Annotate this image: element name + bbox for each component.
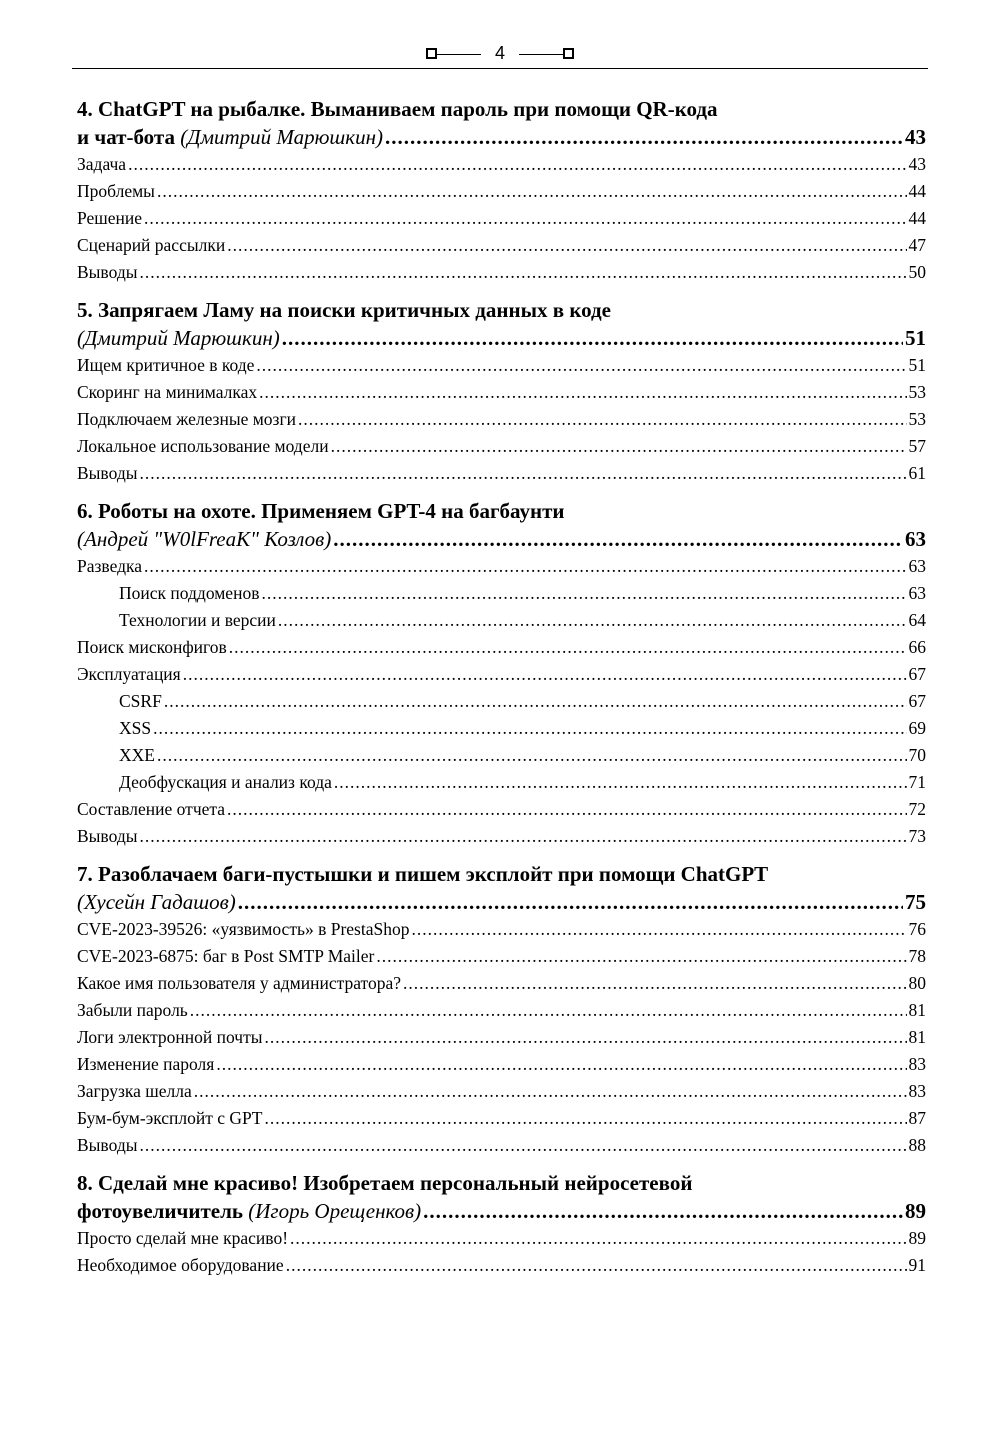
dot-leader — [190, 997, 907, 1024]
toc-entry[interactable] — [77, 796, 926, 823]
toc-subentry[interactable] — [77, 742, 926, 769]
chapter-author: (Игорь Орещенков) — [248, 1199, 422, 1223]
toc-entry[interactable] — [77, 151, 926, 178]
entry-page: 66 — [908, 637, 926, 657]
entry-title: Подключаем железные мозги — [77, 409, 297, 429]
page-number: 4 — [494, 43, 505, 63]
toc-chapter-4 — [77, 95, 926, 286]
entry-title: Изменение пароля — [77, 1054, 215, 1074]
entry-page: 69 — [908, 718, 926, 738]
dot-leader — [238, 888, 903, 916]
entry-title: Логи электронной почты — [77, 1027, 263, 1047]
chapter-author: (Андрей "W0lFreaK" Козлов) — [77, 527, 332, 551]
entry-title: Выводы — [77, 1135, 138, 1155]
dot-leader — [227, 232, 906, 259]
toc-entry[interactable] — [77, 406, 926, 433]
chapter-page: 89 — [905, 1199, 926, 1223]
chapter-title-cont: фотоувеличитель — [77, 1199, 249, 1223]
dot-leader — [139, 259, 906, 286]
entry-title: CVE-2023-39526: «уязвимость» в PrestaShop — [77, 919, 410, 939]
entry-title: Выводы — [77, 262, 138, 282]
entry-page: 73 — [908, 826, 926, 846]
toc-entry[interactable] — [77, 1024, 926, 1051]
entry-page: 88 — [908, 1135, 926, 1155]
toc-subentry[interactable] — [77, 580, 926, 607]
toc-entry[interactable] — [77, 352, 926, 379]
dot-leader — [128, 151, 906, 178]
entry-page: 83 — [908, 1081, 926, 1101]
entry-title: Ищем критичное в коде — [77, 355, 255, 375]
entry-title: XXE — [119, 745, 155, 765]
entry-title: Деобфускация и анализ кода — [119, 772, 332, 792]
dot-leader — [376, 943, 906, 970]
toc-entry[interactable] — [77, 433, 926, 460]
toc-chapter-5 — [77, 296, 926, 487]
chapter-title-line[interactable] — [77, 525, 926, 553]
chapter-page: 51 — [905, 326, 926, 350]
toc-entry[interactable] — [77, 205, 926, 232]
entry-title: Поиск мисконфигов — [77, 637, 227, 657]
entry-page: 61 — [908, 463, 926, 483]
toc-entry[interactable] — [77, 916, 926, 943]
toc-subentry[interactable] — [77, 715, 926, 742]
entry-title: Просто сделай мне красиво! — [77, 1228, 289, 1248]
entry-page: 67 — [908, 664, 926, 684]
toc-entry[interactable] — [77, 553, 926, 580]
entry-title: Технологии и версии — [119, 610, 276, 630]
dot-leader — [264, 1105, 906, 1132]
chapter-title-line[interactable] — [77, 123, 926, 151]
entry-title: Скоринг на минималках — [77, 382, 258, 402]
entry-page: 43 — [908, 154, 926, 174]
chapter-title[interactable]: 7. Разоблачаем баги-пустышки и пишем эксплойт при помощи ChatGPT — [77, 862, 769, 886]
dot-leader — [229, 634, 907, 661]
toc-entry[interactable] — [77, 661, 926, 688]
chapter-title[interactable]: 8. Сделай мне красиво! Изобретаем персональный нейросетевой — [77, 1171, 693, 1195]
dot-leader — [333, 525, 903, 553]
toc-entry[interactable] — [77, 1252, 926, 1279]
toc-subentry[interactable] — [77, 607, 926, 634]
dot-leader — [144, 553, 906, 580]
entry-title: Выводы — [77, 463, 138, 483]
entry-page: 67 — [908, 691, 926, 711]
toc-subentry[interactable] — [77, 688, 926, 715]
chapter-title-line[interactable] — [77, 888, 926, 916]
dot-leader — [139, 460, 906, 487]
entry-title: Загрузка шелла — [77, 1081, 192, 1101]
dot-leader — [298, 406, 906, 433]
entry-page: 71 — [908, 772, 926, 792]
toc-entry[interactable] — [77, 178, 926, 205]
dot-leader — [331, 433, 907, 460]
toc-chapter-6 — [77, 497, 926, 850]
entry-page: 80 — [908, 973, 926, 993]
header-ornament-left-icon — [426, 48, 437, 59]
chapter-title[interactable]: 6. Роботы на охоте. Применяем GPT-4 на багбаунти — [77, 499, 565, 523]
chapter-title-line[interactable] — [77, 324, 926, 352]
toc-entry[interactable] — [77, 823, 926, 850]
dot-leader — [403, 970, 907, 997]
entry-title: Какое имя пользователя у администратора? — [77, 973, 401, 993]
chapter-author: (Дмитрий Марюшкин) — [180, 125, 383, 149]
toc-entry[interactable] — [77, 259, 926, 286]
entry-page: 70 — [908, 745, 926, 765]
dot-leader — [334, 769, 907, 796]
toc-chapter-7 — [77, 860, 926, 1159]
entry-title: Проблемы — [77, 181, 155, 201]
entry-title: Решение — [77, 208, 143, 228]
entry-page: 53 — [908, 409, 926, 429]
dot-leader — [423, 1197, 903, 1225]
entry-page: 81 — [908, 1027, 926, 1047]
chapter-author: (Дмитрий Марюшкин) — [77, 326, 280, 350]
entry-page: 44 — [908, 208, 926, 228]
dot-leader — [139, 1132, 906, 1159]
header-rule-left — [437, 54, 481, 55]
chapter-title-cont: и чат-бота — [77, 125, 181, 149]
chapter-title[interactable]: 4. ChatGPT на рыбалке. Выманиваем пароль при помощи QR-кода — [77, 97, 718, 121]
dot-leader — [227, 796, 906, 823]
dot-leader — [216, 1051, 906, 1078]
dot-leader — [278, 607, 907, 634]
dot-leader — [183, 661, 907, 688]
entry-title: Поиск поддоменов — [119, 583, 260, 603]
chapter-author: (Хусейн Гадашов) — [77, 890, 236, 914]
entry-title: Необходимое оборудование — [77, 1255, 284, 1275]
entry-page: 44 — [908, 181, 926, 201]
entry-page: 63 — [908, 583, 926, 603]
entry-page: 81 — [908, 1000, 926, 1020]
entry-page: 87 — [908, 1108, 926, 1128]
dot-leader — [194, 1078, 907, 1105]
entry-title: XSS — [119, 718, 152, 738]
entry-title: CVE-2023-6875: баг в Post SMTP Mailer — [77, 946, 375, 966]
entry-title: Бум-бум-эксплойт с GPT — [77, 1108, 263, 1128]
chapter-page: 75 — [905, 890, 926, 914]
entry-page: 83 — [908, 1054, 926, 1074]
dot-leader — [144, 205, 906, 232]
toc-entry[interactable] — [77, 943, 926, 970]
toc-subentry[interactable] — [77, 769, 926, 796]
entry-page: 53 — [908, 382, 926, 402]
dot-leader — [164, 688, 907, 715]
dot-leader — [265, 1024, 907, 1051]
toc-entry[interactable] — [77, 1132, 926, 1159]
toc-entry[interactable] — [77, 1078, 926, 1105]
dot-leader — [385, 123, 903, 151]
toc-entry[interactable] — [77, 379, 926, 406]
dot-leader — [157, 178, 907, 205]
dot-leader — [261, 580, 906, 607]
dot-leader — [259, 379, 906, 406]
chapter-page: 43 — [905, 125, 926, 149]
dot-leader — [290, 1225, 906, 1252]
entry-title: Составление отчета — [77, 799, 226, 819]
entry-page: 76 — [908, 919, 926, 939]
dot-leader — [139, 823, 906, 850]
toc-chapter-8 — [77, 1169, 926, 1279]
header-rule-right — [519, 54, 563, 55]
dot-leader — [411, 916, 906, 943]
entry-title: Выводы — [77, 826, 138, 846]
entry-title: Разведка — [77, 556, 143, 576]
dot-leader — [256, 352, 906, 379]
toc-entry[interactable] — [77, 634, 926, 661]
entry-page: 51 — [908, 355, 926, 375]
chapter-title-line[interactable] — [77, 1197, 926, 1225]
entry-page: 91 — [908, 1255, 926, 1275]
toc-entry[interactable] — [77, 997, 926, 1024]
table-of-contents — [77, 95, 926, 1289]
toc-entry[interactable] — [77, 1105, 926, 1132]
dot-leader — [157, 742, 907, 769]
entry-page: 89 — [908, 1228, 926, 1248]
toc-entry[interactable] — [77, 1051, 926, 1078]
entry-title: Эксплуатация — [77, 664, 181, 684]
toc-entry[interactable] — [77, 460, 926, 487]
entry-title: Задача — [77, 154, 127, 174]
entry-page: 72 — [908, 799, 926, 819]
page-header — [72, 40, 928, 69]
entry-page: 64 — [908, 610, 926, 630]
entry-title: Локальное использование модели — [77, 436, 329, 456]
entry-title: Забыли пароль — [77, 1000, 188, 1020]
entry-title: CSRF — [119, 691, 162, 711]
toc-entry[interactable] — [77, 970, 926, 997]
dot-leader — [282, 324, 903, 352]
entry-page: 57 — [908, 436, 926, 456]
dot-leader — [286, 1252, 907, 1279]
entry-page: 47 — [908, 235, 926, 255]
chapter-title[interactable]: 5. Запрягаем Ламу на поиски критичных данных в коде — [77, 298, 611, 322]
entry-page: 63 — [908, 556, 926, 576]
toc-entry[interactable] — [77, 1225, 926, 1252]
toc-entry[interactable] — [77, 232, 926, 259]
chapter-page: 63 — [905, 527, 926, 551]
entry-title: Сценарий рассылки — [77, 235, 226, 255]
entry-page: 50 — [908, 262, 926, 282]
entry-page: 78 — [908, 946, 926, 966]
header-ornament-right-icon — [563, 48, 574, 59]
dot-leader — [153, 715, 906, 742]
